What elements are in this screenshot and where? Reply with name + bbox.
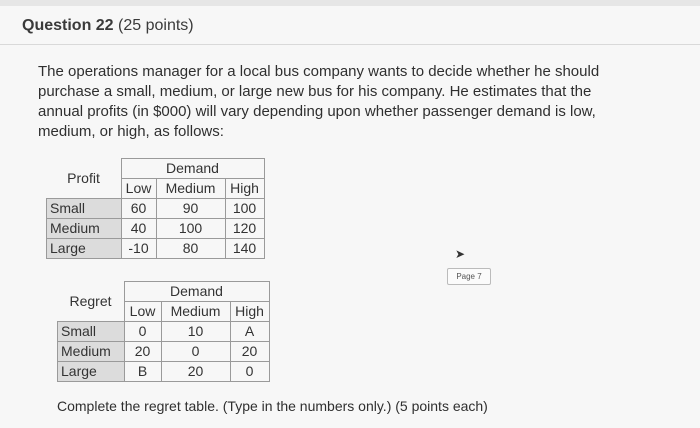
profit-table	[46, 158, 265, 259]
regret-cell: 0	[230, 362, 269, 382]
regret-cell-a: A	[230, 322, 269, 342]
profit-cell: 140	[225, 239, 264, 259]
profit-col-high: High	[225, 179, 264, 199]
profit-demand-header: Demand	[121, 159, 264, 179]
profit-cell: 120	[225, 219, 264, 239]
profit-row-label: Large	[47, 239, 122, 259]
question-text: The operations manager for a local bus company wants to decide whether he should purchase a small, medium, or large new bus for his company. He estimates that the annual profits (in $000) will vary depending upon whether passenger demand is low, medium, or high, as follows:	[38, 63, 600, 140]
regret-cell: 0	[161, 342, 230, 362]
regret-cell: 20	[230, 342, 269, 362]
question-points: (25 points)	[118, 17, 194, 34]
regret-table	[57, 281, 270, 382]
regret-cell: 10	[161, 322, 230, 342]
profit-cell: 100	[225, 199, 264, 219]
page-tag: Page 7	[447, 268, 491, 285]
profit-cell: 100	[156, 219, 225, 239]
regret-cell: 0	[124, 322, 161, 342]
profit-cell: 90	[156, 199, 225, 219]
regret-row-label: Large	[58, 362, 125, 382]
regret-row-label: Small	[58, 322, 125, 342]
title-divider	[0, 44, 700, 45]
table-row	[58, 342, 270, 362]
regret-demand-header: Demand	[124, 282, 269, 302]
regret-col-low: Low	[124, 302, 161, 322]
regret-corner-label: Regret	[69, 292, 112, 309]
table-row	[58, 322, 270, 342]
table-row	[47, 219, 265, 239]
instruction-text: Complete the regret table. (Type in the numbers only.) (5 points each)	[57, 398, 488, 414]
question-title	[22, 17, 194, 35]
profit-col-medium: Medium	[156, 179, 225, 199]
profit-cell: -10	[121, 239, 156, 259]
table-row	[47, 199, 265, 219]
regret-row-label: Medium	[58, 342, 125, 362]
profit-col-low: Low	[121, 179, 156, 199]
table-row	[58, 362, 270, 382]
question-label: Question 22	[22, 17, 114, 34]
profit-cell: 80	[156, 239, 225, 259]
mouse-cursor-icon: ➤	[455, 247, 466, 261]
regret-col-high: High	[230, 302, 269, 322]
regret-cell: 20	[161, 362, 230, 382]
profit-row-label: Medium	[47, 219, 122, 239]
profit-cell: 60	[121, 199, 156, 219]
table-row	[47, 239, 265, 259]
regret-cell: 20	[124, 342, 161, 362]
profit-cell: 40	[121, 219, 156, 239]
profit-row-label: Small	[47, 199, 122, 219]
regret-col-medium: Medium	[161, 302, 230, 322]
regret-cell-b: B	[124, 362, 161, 382]
profit-corner-label: Profit	[67, 169, 100, 186]
